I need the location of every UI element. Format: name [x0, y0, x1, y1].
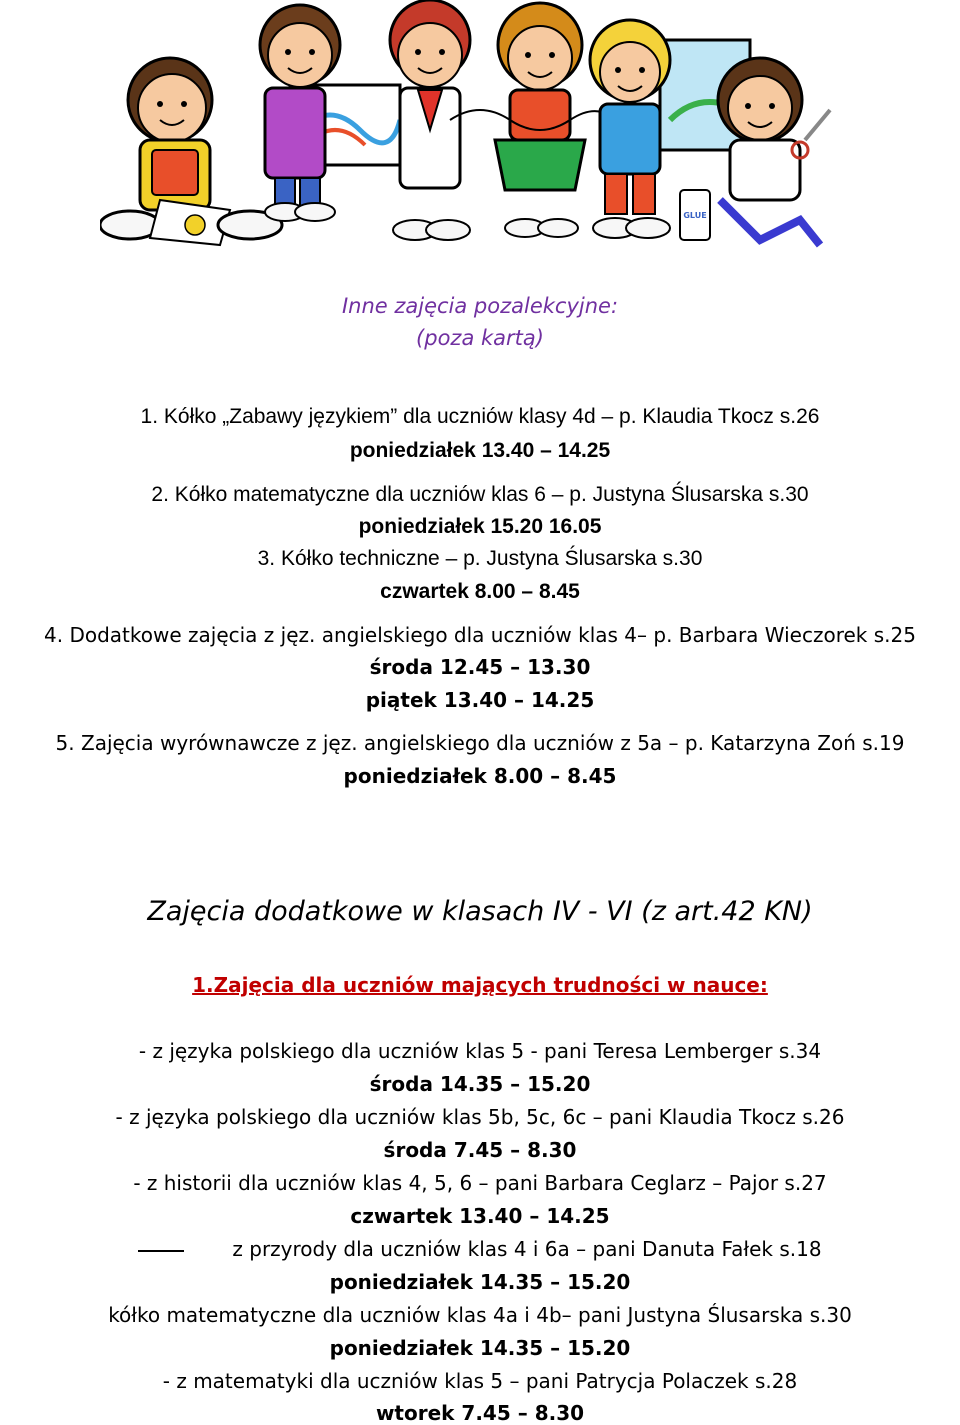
extra-item-2-time: poniedziałek 15.20 16.05	[358, 515, 602, 538]
extra-title: Inne zajęcia pozalekcyjne:	[341, 294, 619, 318]
additional-entry-2: - z języka polskiego dla uczniów klas 5b, 5c, 6c – pani Klaudia Tkocz s.26	[115, 1105, 845, 1129]
additional-entry-2-time: środa 7.45 – 8.30	[383, 1138, 577, 1162]
additional-entry-3-time: czwartek 13.40 – 14.25	[350, 1204, 610, 1228]
extra-item-2: 2. Kółko matematyczne dla uczniów klas 6 – p. Justyna Ślusarska s.30	[151, 483, 809, 506]
extra-item-5-time: poniedziałek 8.00 – 8.45	[343, 764, 617, 788]
additional-entry-5-time: poniedziałek 14.35 – 15.20	[329, 1336, 631, 1360]
extra-item-1-time: poniedziałek 13.40 – 14.25	[349, 439, 611, 462]
children-crafts-illustration	[100, 0, 860, 250]
additional-entry-3: - z historii dla uczniów klas 4, 5, 6 – pani Barbara Ceglarz – Pajor s.27	[133, 1171, 827, 1195]
additional-entry-1: - z języka polskiego dla uczniów klas 5 - pani Teresa Lemberger s.34	[138, 1039, 822, 1063]
additional-entry-4-text: z przyrody dla uczniów klas 4 i 6a – pani Danuta Fałek s.18	[232, 1237, 822, 1261]
extra-item-3-time: czwartek 8.00 – 8.45	[380, 580, 580, 603]
additional-entry-6: - z matematyki dla uczniów klas 5 – pani Patrycja Polaczek s.28	[162, 1369, 798, 1393]
additional-entry-6-time: wtorek 7.45 – 8.30	[375, 1401, 585, 1425]
extra-item-5: 5. Zajęcia wyrównawcze z jęz. angielskiego dla uczniów z 5a – p. Katarzyna Zoń s.19	[55, 731, 905, 755]
child-painter-figure	[260, 5, 400, 221]
additional-entry-5: kółko matematyczne dla uczniów klas 4a i 4b– pani Justyna Ślusarska s.30	[108, 1303, 852, 1327]
child-crayons-figure	[100, 58, 282, 245]
additional-entry-4	[0, 1239, 960, 1259]
additional-subheading	[0, 975, 960, 995]
additional-subheading-text: 1.Zajęcia dla uczniów mających trudności w nauce:	[192, 973, 768, 997]
additional-title: Zajęcia dodatkowe w klasach IV - VI (z art.42 KN)	[147, 896, 813, 927]
extra-item-4-time: środa 12.45 – 13.30	[369, 655, 591, 679]
glue-label: GLUE	[683, 211, 707, 220]
extra-item-4-time2: piątek 13.40 – 14.25	[365, 688, 595, 712]
additional-entry-1-time: środa 14.35 – 15.20	[369, 1072, 591, 1096]
bullet-dash	[138, 1250, 184, 1252]
extra-subtitle: (poza kartą)	[416, 326, 544, 350]
extra-item-3: 3. Kółko techniczne – p. Justyna Ślusarska s.30	[257, 547, 703, 570]
child-green-skirt-figure	[450, 3, 620, 237]
additional-entry-4-time: poniedziałek 14.35 – 15.20	[329, 1270, 631, 1294]
extra-item-1: 1. Kółko „Zabawy językiem” dla uczniów klasy 4d – p. Klaudia Tkocz s.26	[140, 405, 820, 428]
child-paper-chain-figure	[390, 0, 470, 240]
extra-item-4: 4. Dodatkowe zajęcia z jęz. angielskiego dla uczniów klas 4– p. Barbara Wieczorek s.25	[44, 623, 916, 647]
